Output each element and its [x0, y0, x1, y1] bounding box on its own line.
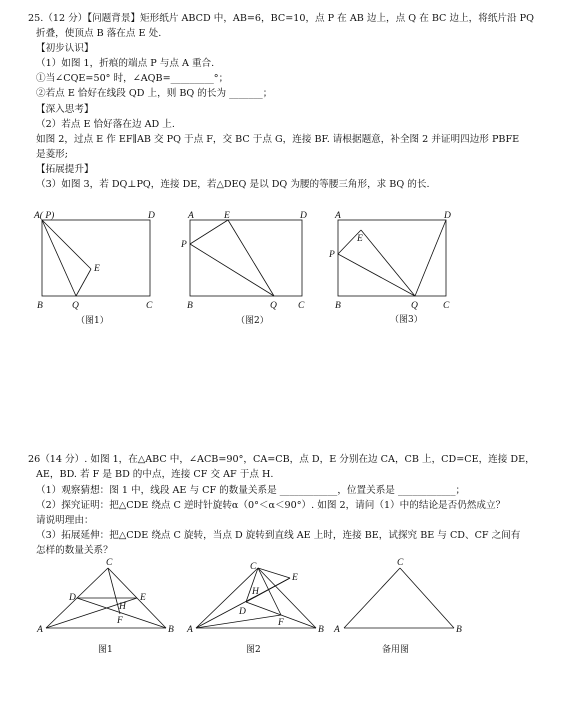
- fig2-label-c: C: [298, 301, 305, 311]
- q26f3-caption: 备用图: [382, 645, 410, 655]
- q26-figure-1: [34, 556, 184, 666]
- fig3-label-d: D: [444, 211, 451, 221]
- q26f3-label-b: B: [456, 625, 462, 635]
- fig3-caption: （图3）: [390, 315, 423, 325]
- fig2-label-q: Q: [270, 301, 277, 311]
- q26f1-label-b: B: [168, 625, 174, 635]
- fig3-label-e: E: [357, 234, 363, 244]
- q25-line-8: （2）若点 E 恰好落在边 AD 上.: [36, 119, 175, 130]
- q26f3-side-ac: [344, 568, 400, 628]
- fig1-line-ae: [42, 220, 91, 269]
- fig1-line-aq: [42, 220, 76, 296]
- fig1-rect: [42, 220, 150, 296]
- q26f1-label-d: D: [69, 593, 76, 603]
- fig1-line-eq: [76, 269, 91, 296]
- q26f2-label-f: F: [278, 618, 284, 628]
- q25-line-6: ②若点 E 恰好在线段 QD 上，则 BQ 的长为 _______；: [36, 88, 273, 99]
- q25-line-5: ①当∠CQE=50° 时，∠AQB=_________°；: [36, 73, 229, 84]
- q26f1-label-e: E: [140, 593, 146, 603]
- fig2-caption: （图2）: [236, 316, 269, 326]
- fig2-label-d: D: [300, 211, 307, 221]
- fig3-label-p: P: [329, 250, 335, 260]
- q26f1-caption: 图1: [98, 645, 113, 655]
- fig2-label-b: B: [187, 301, 193, 311]
- fig2-label-p: P: [181, 240, 187, 250]
- q26-line-2: AE，BD. 若 F 是 BD 的中点，连接 CF 交 AF 于点 H.: [36, 469, 274, 480]
- fig2-label-a: A: [188, 211, 194, 221]
- q26-line-7: 怎样的数量关系？: [36, 545, 113, 556]
- q26-figure-2: [184, 556, 334, 666]
- fig3-line-pq: [338, 254, 415, 296]
- q26f1-label-a: A: [37, 625, 43, 635]
- q26f2-label-a: A: [187, 625, 193, 635]
- q26f2-label-h: H: [252, 587, 259, 597]
- q26f1-label-c: C: [106, 558, 113, 568]
- fig1-label-c: C: [146, 301, 153, 311]
- q26f2-label-e: E: [292, 573, 298, 583]
- fig3-label-c: C: [443, 301, 450, 311]
- fig3-label-b: B: [335, 301, 341, 311]
- q26-line-5: 请说明理由：: [36, 515, 94, 526]
- q26f2-caption: 图2: [246, 645, 261, 655]
- q26f3-side-cb: [400, 568, 454, 628]
- fig1-label-e: E: [94, 264, 100, 274]
- q26-line-6: （3）拓展延伸：把△CDE 绕点 C 旋转，当点 D 旋转到直线 AE 上时，连接 BE，试探究 BE 与 CD、CF 之间有: [36, 530, 521, 541]
- q25-figure-1: [30, 208, 170, 326]
- q26f2-label-d: D: [239, 607, 246, 617]
- q25-figure-2: [178, 208, 318, 326]
- fig3-line-dq: [415, 220, 446, 296]
- q26-line-4: （2）探究证明：把△CDE 绕点 C 逆时针旋转α（0°＜α＜90°）. 如图 2，请问（1）中的结论是否仍然成立？: [36, 500, 506, 511]
- q25-line-9: 如图 2，过点 E 作 EF∥AB 交 PQ 于点 F，交 BC 于点 G，连接 BF. 请根据题意，补全图 2 并证明四边形 PBFE: [36, 134, 520, 145]
- fig2-line-pe: [190, 220, 228, 244]
- q25-heading-extend: 【拓展提升】: [36, 164, 94, 175]
- fig1-label-q: Q: [72, 301, 79, 311]
- q26-line-3: （1）观察猜想：图 1 中，线段 AE 与 CF 的数量关系是 ____________，位置关系是 ____________；: [36, 485, 466, 496]
- fig1-caption: （图1）: [76, 316, 109, 326]
- q25-heading-initial: 【初步认识】: [36, 43, 94, 54]
- fig1-label-d: D: [148, 211, 155, 221]
- fig1-label-b: B: [37, 301, 43, 311]
- fig2-line-eq: [228, 220, 274, 296]
- fig1-label-a: A( P): [34, 211, 55, 221]
- q26-line-1: 26（14 分）. 如图 1，在△ABC 中，∠ACB=90°，CA=CB，点 D，E 分别在边 CA，CB 上，CD=CE，连接 DE，: [28, 454, 535, 465]
- q25-line-2: 折叠，使顶点 B 落在点 E 处.: [36, 28, 162, 39]
- q25-line-4: （1）如图 1，折痕的端点 P 与点 A 重合.: [36, 58, 215, 69]
- q26f1-label-f: F: [117, 616, 123, 626]
- q25-line-10: 是菱形;: [36, 149, 69, 160]
- fig3-label-q: Q: [411, 301, 418, 311]
- fig3-rect: [338, 220, 446, 296]
- q25-figure-3: [326, 208, 466, 326]
- fig2-rect: [190, 220, 302, 296]
- fig2-label-e: E: [224, 211, 230, 221]
- fig2-line-pq: [190, 244, 274, 296]
- fig3-label-a: A: [335, 211, 341, 221]
- q26f3-label-c: C: [397, 558, 404, 568]
- q26f2-label-c: C: [250, 562, 257, 572]
- q25-line-1: 25.（12 分）【问题背景】矩形纸片 ABCD 中，AB=6，BC=10，点 P 在 AB 边上，点 Q 在 BC 边上，将纸片沿 PQ: [28, 13, 534, 24]
- q26f3-label-a: A: [334, 625, 340, 635]
- q26-figure-spare: [328, 556, 478, 666]
- q26f1-label-h: H: [119, 602, 126, 612]
- q26f2-label-b: B: [318, 625, 324, 635]
- fig3-line-eq: [361, 230, 415, 296]
- q26f2-side-ac: [196, 568, 258, 628]
- q25-heading-deep: 【深入思考】: [36, 104, 94, 115]
- q25-line-12: （3）如图 3，若 DQ⊥PQ，连接 DE，若△DEQ 是以 DQ 为腰的等腰三角形，求 BQ 的长.: [36, 179, 430, 190]
